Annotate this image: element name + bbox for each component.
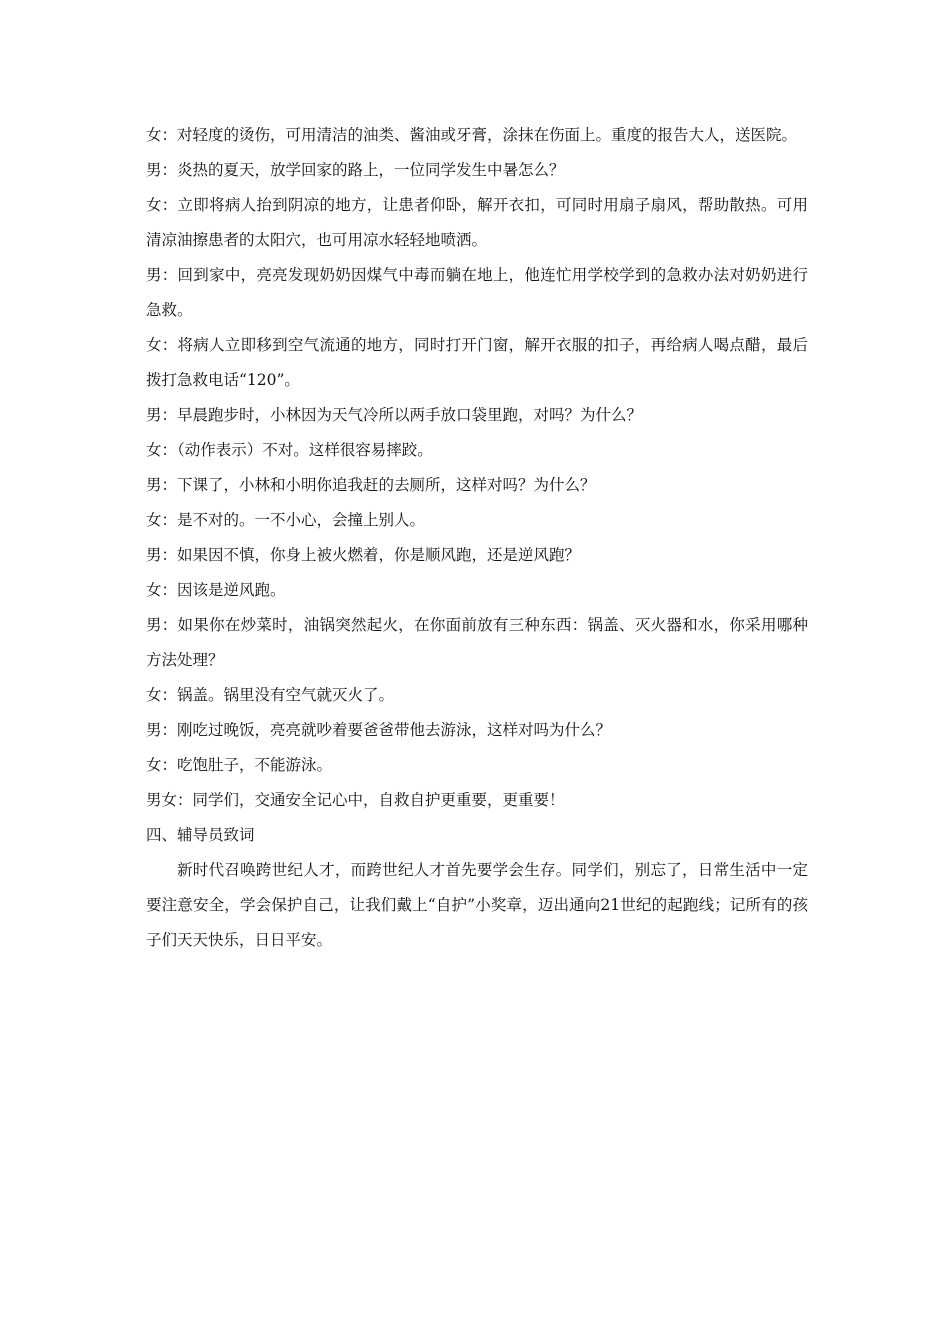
closing-paragraph: 新时代召唤跨世纪人才，而跨世纪人才首先要学会生存。同学们，别忘了，日常生活中一定要注意安全，学会保护自己，让我们戴上“自护”小奖章，迈出通向21世纪的起跑线；记所有的孩子们天天快乐，日日平安。 — [146, 861, 808, 949]
dialogue-line: 男：早晨跑步时，小林因为天气冷所以两手放口袋里跑，对吗？为什么？ — [146, 406, 643, 424]
dialogue-line: 男：回到家中，亮亮发现奶奶因煤气中毒而躺在地上，他连忙用学校学到的急救办法对奶奶进行急救。 — [146, 266, 808, 319]
dialogue-line: 女：（动作表示）不对。这样很容易摔跤。 — [146, 441, 433, 459]
dialogue-line: 女：是不对的。一不小心，会撞上别人。 — [146, 511, 426, 529]
dialogue-line: 男：如果你在炒菜时，油锅突然起火，在你面前放有三种东西：锅盖、灭火器和水，你采用哪种方法处理？ — [146, 616, 808, 669]
dialogue-line: 男：刚吃过晚饭，亮亮就吵着要爸爸带他去游泳，这样对吗为什么？ — [146, 721, 612, 739]
dialogue-line: 女：因该是逆风跑。 — [146, 581, 286, 599]
dialogue-line: 男：炎热的夏天，放学回家的路上，一位同学发生中暑怎么？ — [146, 161, 565, 179]
dialogue-line: 男：下课了，小林和小明你追我赶的去厕所，这样对吗？为什么？ — [146, 476, 596, 494]
section-heading: 四、辅导员致词 — [146, 826, 255, 844]
dialogue-line: 女：将病人立即移到空气流通的地方，同时打开门窗，解开衣服的扣子，再给病人喝点醋，最后拨打急救电话“120”。 — [146, 336, 808, 389]
dialogue-line: 男女：同学们，交通安全记心中，自救自护更重要，更重要！ — [146, 791, 565, 809]
dialogue-line: 女：锅盖。锅里没有空气就灭火了。 — [146, 686, 395, 704]
dialogue-line: 男：如果因不慎，你身上被火燃着，你是顺风跑，还是逆风跑？ — [146, 546, 581, 564]
dialogue-line: 女：对轻度的烫伤，可用清洁的油类、酱油或牙膏，涂抹在伤面上。重度的报告大人，送医院。 — [146, 126, 798, 144]
dialogue-line: 女：吃饱肚子，不能游泳。 — [146, 756, 333, 774]
document-body — [146, 118, 808, 958]
dialogue-line: 女：立即将病人抬到阴凉的地方，让患者仰卧，解开衣扣，可同时用扇子扇风，帮助散热。可用清凉油擦患者的太阳穴，也可用凉水轻轻地喷洒。 — [146, 196, 808, 249]
